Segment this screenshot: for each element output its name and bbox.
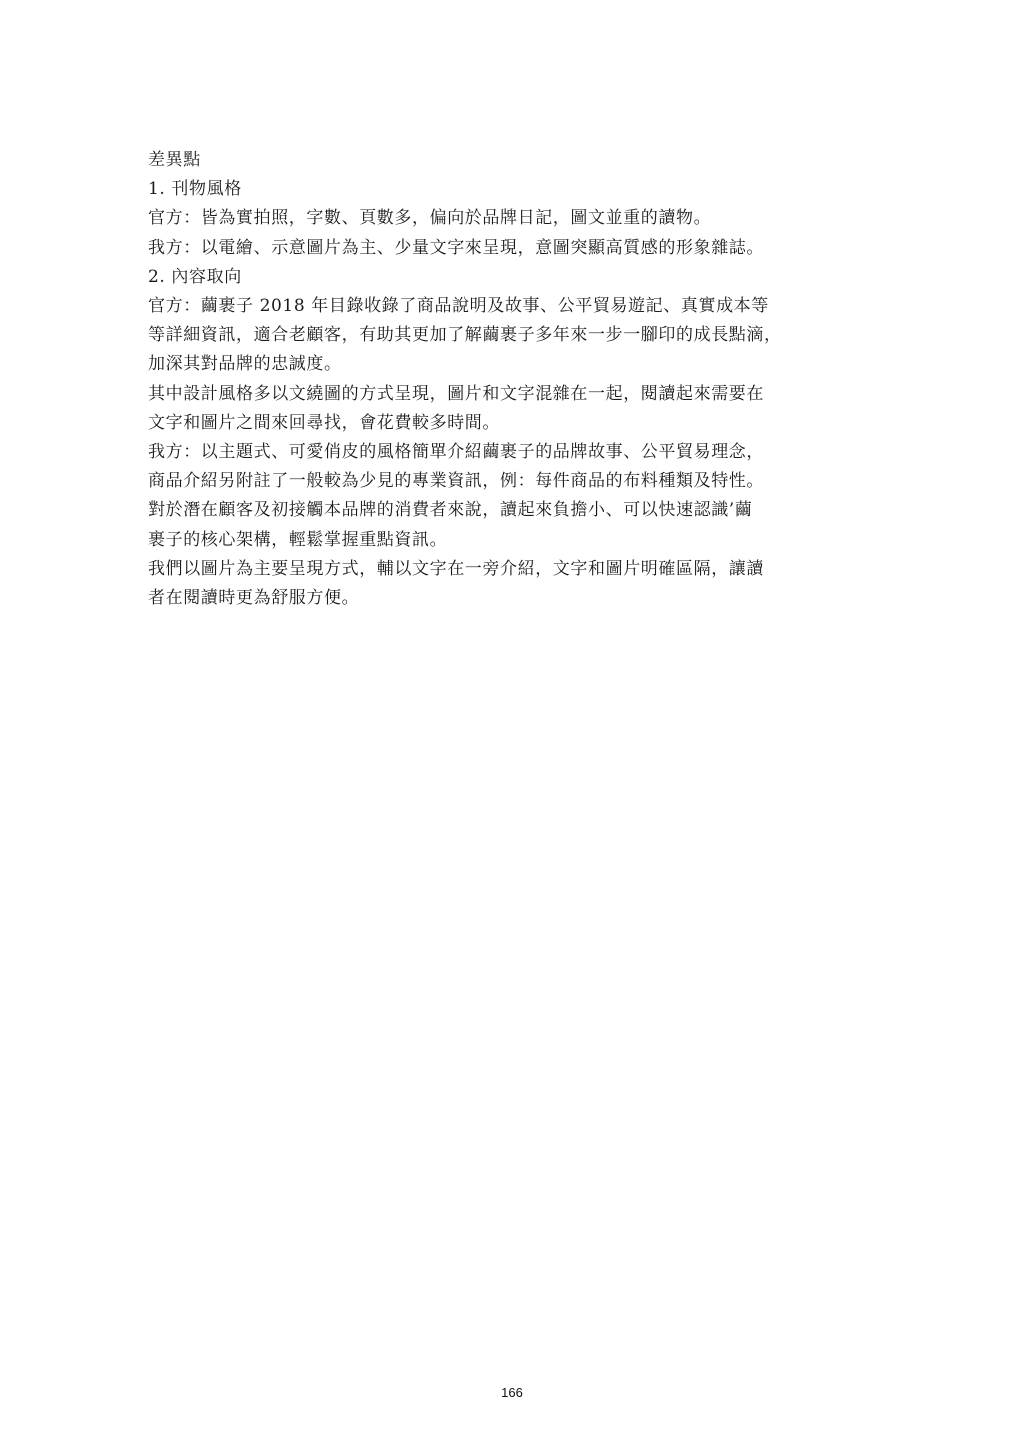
paragraph-audience-line-2: 裹子的核心架構，輕鬆掌握重點資訊。 <box>148 529 448 550</box>
paragraph-our-style: 我方：以電繪、示意圖片為主、少量文字來呈現，意圖突顯高質感的形象雜誌。 <box>148 237 764 258</box>
paragraph-official-content-line-1: 官方：繭裹子 2018 年目錄收錄了商品說明及故事、公平貿易遊記、真實成本等 <box>148 296 769 317</box>
paragraph-official-design-line-2: 文字和圖片之間來回尋找，會花費較多時間。 <box>148 412 500 433</box>
paragraph-our-content-line-1: 我方：以主題式、可愛俏皮的風格簡單介紹繭裹子的品牌故事、公平貿易理念， <box>148 442 764 463</box>
paragraph-official-style: 官方：皆為實拍照，字數、頁數多，偏向於品牌日記，圖文並重的讀物。 <box>148 208 712 229</box>
page-number: 166 <box>501 1385 523 1400</box>
paragraph-official-design-line-1: 其中設計風格多以文繞圖的方式呈現，圖片和文字混雜在一起，閱讀起來需要在 <box>148 383 764 404</box>
document-body <box>148 146 888 613</box>
paragraph-official-content-line-3: 加深其對品牌的忠誠度。 <box>148 354 342 375</box>
paragraph-layout-line-1: 我們以圖片為主要呈現方式，輔以文字在一旁介紹，文字和圖片明確區隔，讓讀 <box>148 558 764 579</box>
subheading-publication-style: 1. 刊物風格 <box>148 179 242 200</box>
paragraph-our-content-line-2: 商品介紹另附註了一般較為少見的專業資訊，例：每件商品的布料種類及特性。 <box>148 471 764 492</box>
paragraph-layout-line-2: 者在閱讀時更為舒服方便。 <box>148 588 360 609</box>
paragraph-audience-line-1: 對於潛在顧客及初接觸本品牌的消費者來說，讀起來負擔小、可以快速認識’繭 <box>148 500 753 521</box>
section-heading-differences: 差異點 <box>148 150 201 170</box>
paragraph-official-content-line-2: 等詳細資訊，適合老顧客，有助其更加了解繭裹子多年來一步一腳印的成長點滴， <box>148 325 782 346</box>
subheading-content-orientation: 2. 內容取向 <box>148 266 242 287</box>
